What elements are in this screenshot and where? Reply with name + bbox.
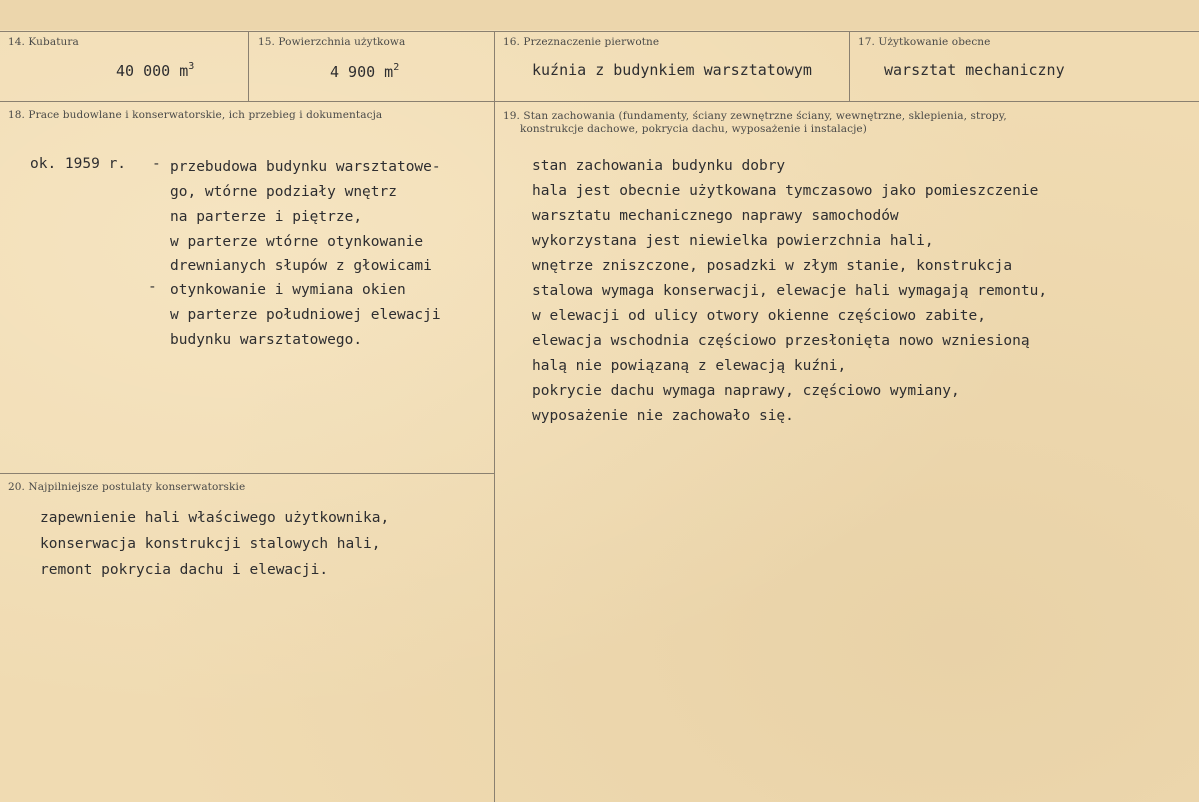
rule-top bbox=[0, 31, 1199, 32]
rule-col16-17 bbox=[849, 31, 850, 101]
section-18-label: 18. Prace budowlane i konserwatorskie, ich przebieg i dokumentacja bbox=[8, 109, 383, 121]
field-15-exponent: 2 bbox=[393, 62, 400, 73]
field-15-number: 4 900 m bbox=[330, 63, 394, 81]
section-19-line: warsztatu mechanicznego naprawy samochodów bbox=[532, 208, 899, 224]
section-19-line: wyposażenie nie zachowało się. bbox=[532, 408, 794, 424]
section-18-line: drewnianych słupów z głowicami bbox=[170, 258, 432, 274]
rule-section20-top bbox=[0, 473, 494, 474]
section-18-line: go, wtórne podziały wnętrz bbox=[170, 184, 397, 200]
section-18-date: ok. 1959 r. bbox=[30, 156, 127, 172]
field-15-label: 15. Powierzchnia użytkowa bbox=[258, 36, 406, 48]
section-20-line: remont pokrycia dachu i elewacji. bbox=[40, 562, 329, 578]
field-14-label: 14. Kubatura bbox=[8, 36, 79, 48]
section-20-label: 20. Najpilniejsze postulaty konserwatorskie bbox=[8, 481, 246, 493]
section-19-line: elewacja wschodnia częściowo przesłonięta nowo wzniesioną bbox=[532, 333, 1030, 349]
field-14-number: 40 000 m bbox=[116, 62, 189, 80]
section-19-line: wnętrze zniszczone, posadzki w złym stanie, konstrukcja bbox=[532, 258, 1013, 274]
field-15-value bbox=[330, 62, 399, 81]
rule-row1-bottom bbox=[0, 101, 1199, 102]
section-18-line: w parterze południowej elewacji bbox=[170, 307, 441, 323]
section-19-line: stalowa wymaga konserwacji, elewacje hali wymagają remontu, bbox=[532, 283, 1048, 299]
field-17-value: warsztat mechaniczny bbox=[884, 61, 1065, 79]
section-18-line: w parterze wtórne otynkowanie bbox=[170, 234, 424, 250]
field-14-value bbox=[116, 61, 194, 80]
section-19-line: w elewacji od ulicy otwory okienne częściowo zabite, bbox=[532, 308, 986, 324]
field-16-value: kuźnia z budynkiem warsztatowym bbox=[532, 61, 812, 79]
rule-col15-16 bbox=[494, 31, 495, 802]
section-19-line: stan zachowania budynku dobry bbox=[532, 158, 786, 174]
section-20-line: konserwacja konstrukcji stalowych hali, bbox=[40, 536, 381, 552]
field-14-exponent: 3 bbox=[188, 61, 195, 72]
section-18-line: na parterze i piętrze, bbox=[170, 209, 363, 225]
section-19-line: hala jest obecnie użytkowana tymczasowo jako pomieszczenie bbox=[532, 183, 1039, 199]
field-16-label: 16. Przeznaczenie pierwotne bbox=[503, 36, 660, 48]
card-top-margin bbox=[0, 0, 1199, 30]
section-19-line: wykorzystana jest niewielka powierzchnia hali, bbox=[532, 233, 934, 249]
section-18-dash-2: - bbox=[148, 279, 157, 295]
field-17-label: 17. Użytkowanie obecne bbox=[858, 36, 991, 48]
section-19-label: 19. Stan zachowania (fundamenty, ściany zewnętrzne ściany, wewnętrzne, sklepienia, stropy, bbox=[503, 110, 1007, 122]
section-19-line: pokrycie dachu wymaga naprawy, częściowo wymiany, bbox=[532, 383, 960, 399]
section-18-dash-1: - bbox=[152, 156, 161, 172]
section-18-line: przebudowa budynku warsztatowe- bbox=[170, 159, 441, 175]
section-18-line: budynku warsztatowego. bbox=[170, 332, 363, 348]
rule-col14-15 bbox=[248, 31, 249, 101]
section-18-line: otynkowanie i wymiana okien bbox=[170, 282, 406, 298]
section-19-line: halą nie powiązaną z elewacją kuźni, bbox=[532, 358, 847, 374]
section-20-line: zapewnienie hali właściwego użytkownika, bbox=[40, 510, 390, 526]
section-19-label-continued: konstrukcje dachowe, pokrycia dachu, wyposażenie i instalacje) bbox=[520, 123, 867, 135]
